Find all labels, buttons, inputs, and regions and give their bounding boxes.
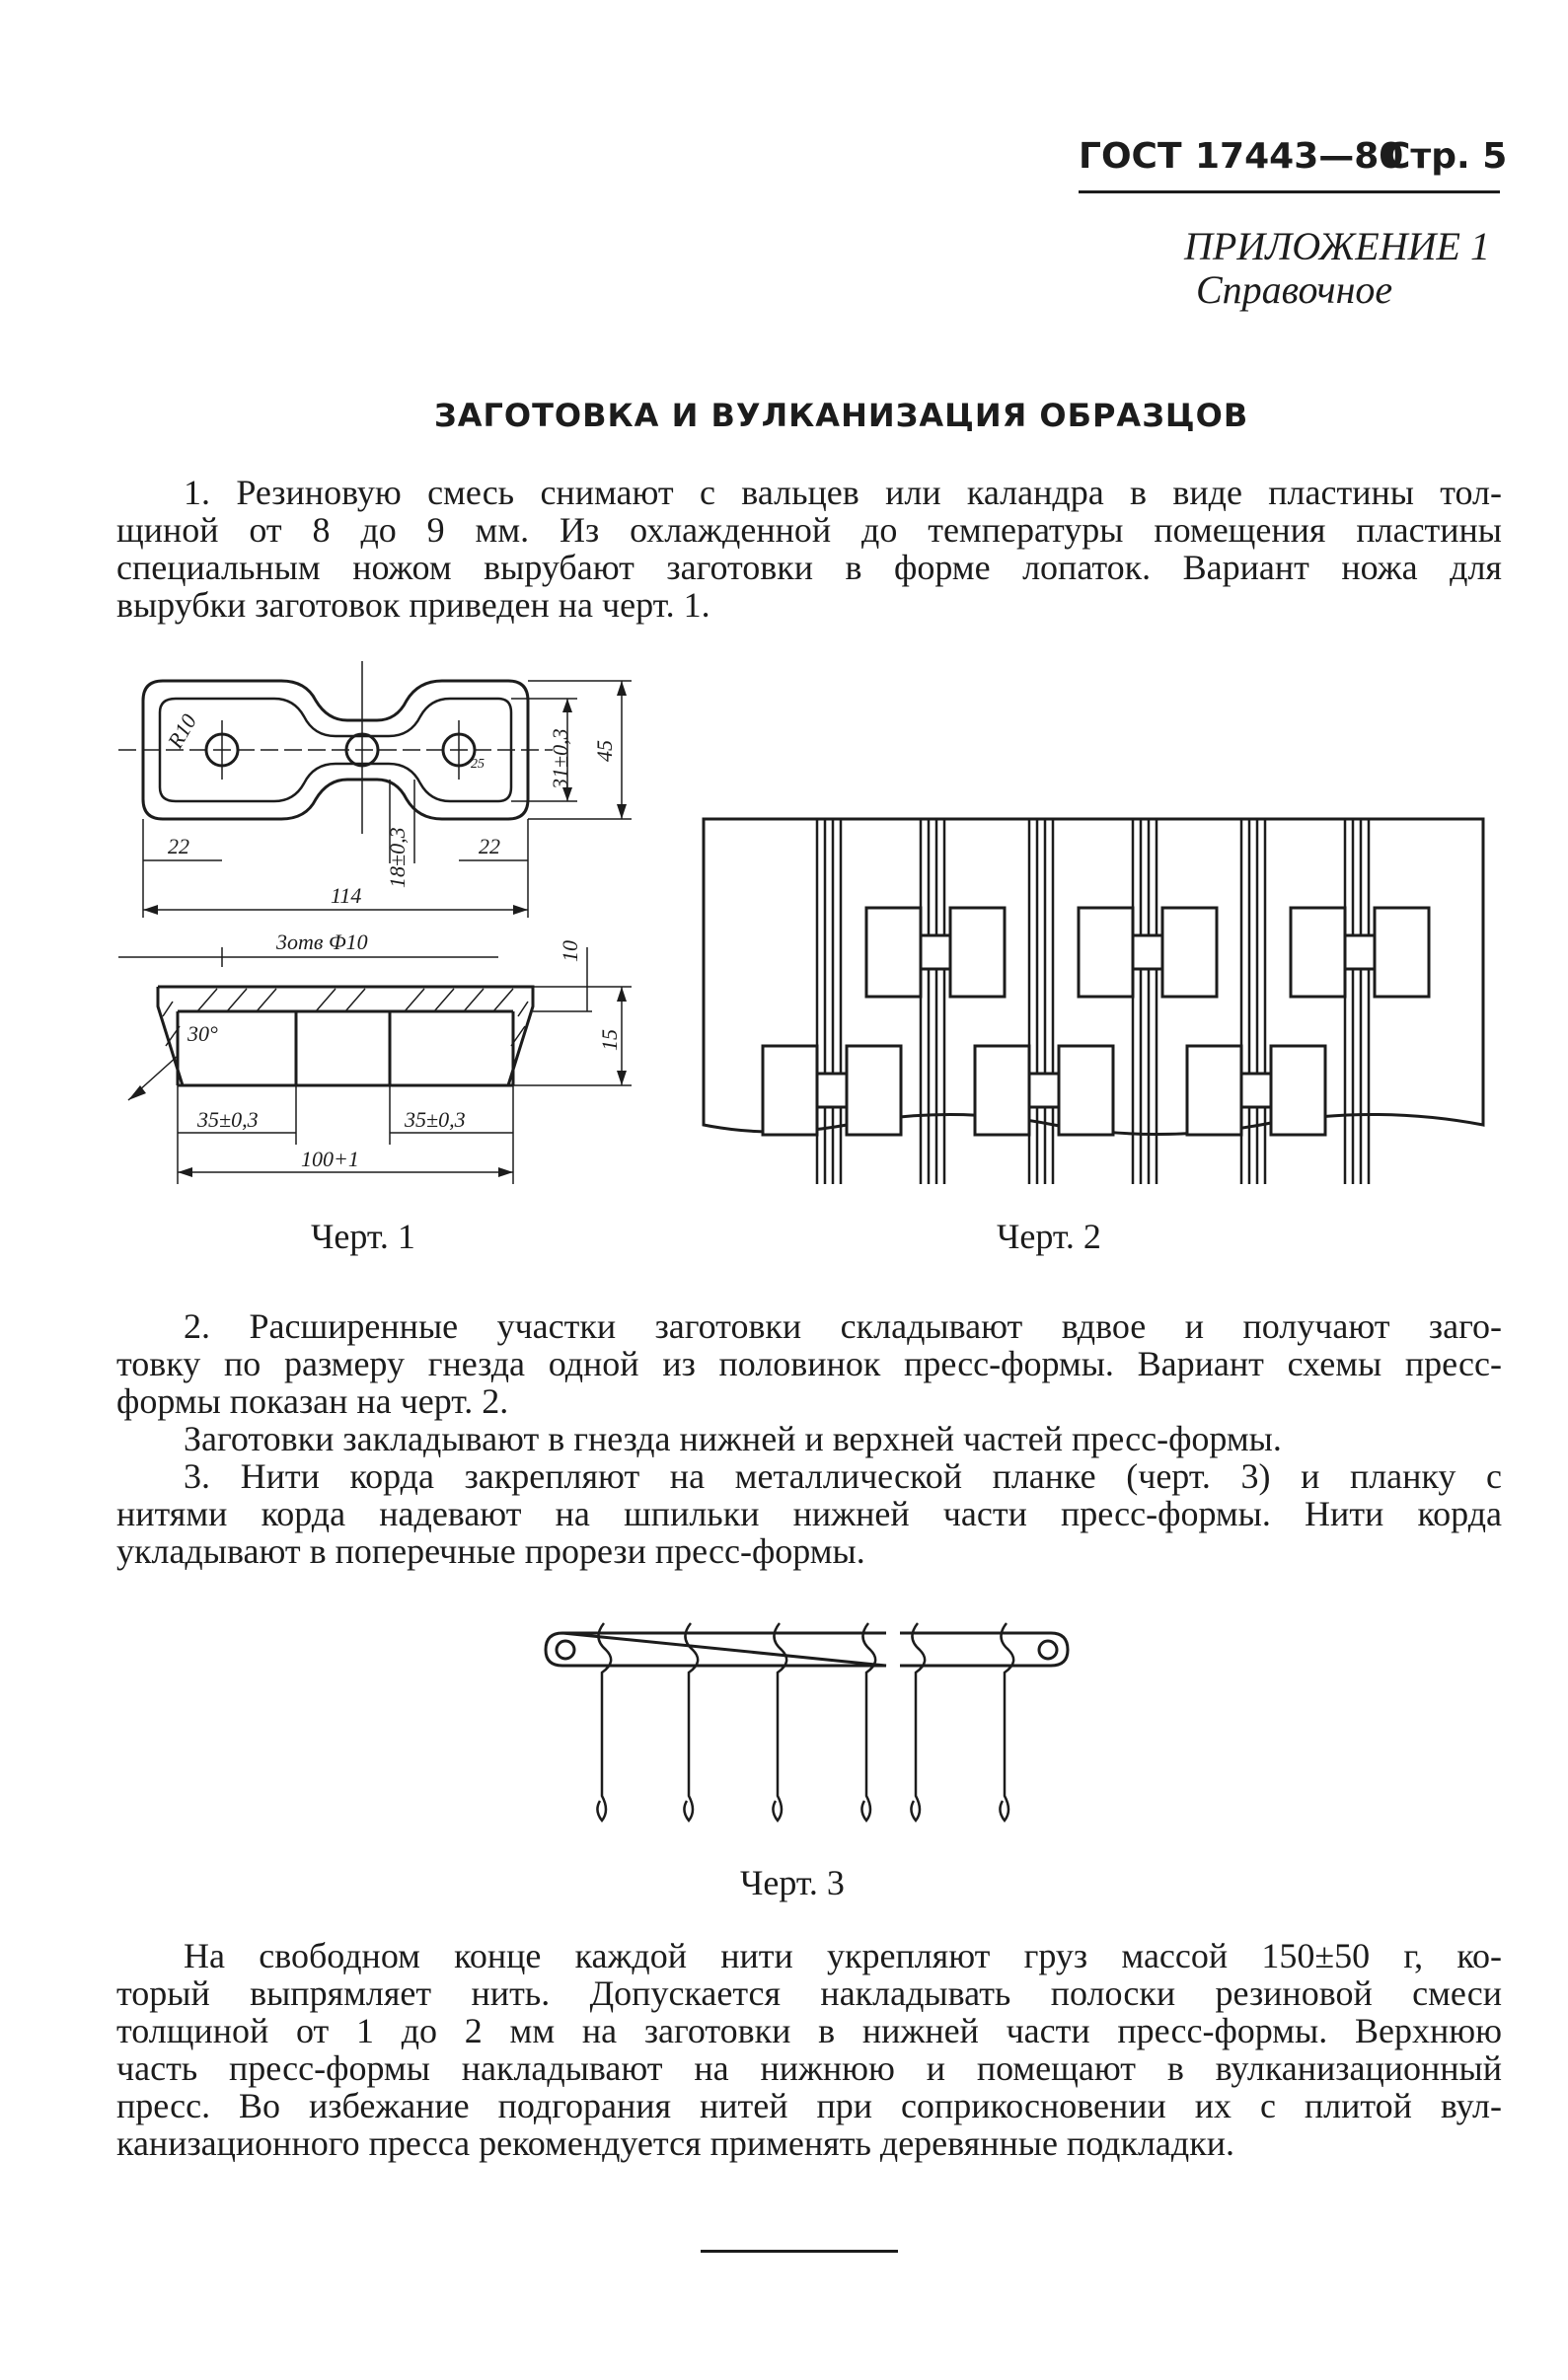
dim-100: 100+1 xyxy=(301,1147,359,1171)
dim-45: 45 xyxy=(592,740,617,762)
figure-1-caption: Черт. 1 xyxy=(311,1217,415,1256)
text-line: товку по размеру гнезда одной из половинок пресс-формы. Вариант схемы пресс- xyxy=(116,1344,1502,1383)
cavity xyxy=(950,908,1005,997)
cavity-bridge xyxy=(817,1074,847,1107)
cavity-bridge xyxy=(1345,935,1375,969)
section-title: ЗАГОТОВКА И ВУЛКАНИЗАЦИЯ ОБРАЗЦОВ xyxy=(434,397,1249,434)
metal-bar xyxy=(546,1633,1068,1666)
channel-group xyxy=(1029,819,1053,1184)
text-line: нитями корда надевают на шпильки нижней части пресс-формы. Нити корда xyxy=(116,1494,1502,1533)
text-line: вырубки заготовок приведен на черт. 1. xyxy=(116,585,710,625)
paragraph-1 xyxy=(116,474,1502,624)
text-line: торый выпрямляет нить. Допускается накладывать полоски резиновой смеси xyxy=(116,1973,1502,2013)
footer-rule xyxy=(701,2250,898,2253)
dim-114: 114 xyxy=(331,883,362,908)
dim-r10: R10 xyxy=(162,709,202,753)
cavity xyxy=(866,908,921,997)
figure-2-press-mold-scheme xyxy=(699,809,1488,1204)
text-line: специальным ножом вырубают заготовки в форме лопаток. Вариант ножа для xyxy=(116,548,1502,587)
text-line: 3. Нити корда закрепляют на металлической планке (черт. 3) и планку с xyxy=(184,1456,1502,1496)
paragraph-5 xyxy=(116,1937,1502,2162)
channel-group xyxy=(1345,819,1369,1184)
text-line: пресс. Во избежание подгорания нитей при соприкосновении их с плитой вул- xyxy=(116,2086,1502,2125)
dim-22-right: 22 xyxy=(479,834,500,858)
appendix-type: Справочное xyxy=(1196,267,1393,312)
cavity-bridge xyxy=(1029,1074,1059,1107)
standard-label: ГОСТ xyxy=(1079,136,1182,177)
cord-threads xyxy=(597,1623,1013,1821)
bar-hole-right xyxy=(1039,1641,1057,1659)
text-line: канизационного пресса рекомендуется применять деревянные подкладки. xyxy=(116,2123,1234,2163)
text-line: часть пресс-формы накладывают на нижнюю и помещают в вулканизационный xyxy=(116,2048,1502,2088)
page-header xyxy=(1079,132,1508,191)
channel-group xyxy=(921,819,944,1184)
dim-35-left: 35±0,3 xyxy=(197,1107,259,1132)
dim-22-left: 22 xyxy=(168,834,189,858)
cavity xyxy=(1059,1046,1113,1135)
text-line: 1. Резиновую смесь снимают с вальцев или каландра в виде пластины тол- xyxy=(184,473,1502,512)
dim-18: 18±0,3 xyxy=(385,827,410,888)
cavity xyxy=(1271,1046,1325,1135)
cavity xyxy=(763,1046,817,1135)
dim-angle: 30° xyxy=(187,1021,218,1046)
text-line: укладывают в поперечные прорези пресс-формы. xyxy=(116,1531,865,1571)
text-line: На свободном конце каждой нити укрепляют груз массой 150±50 г, ко- xyxy=(184,1936,1502,1975)
cavity xyxy=(1079,908,1133,997)
dim-holes: 3отв Ф10 xyxy=(276,930,368,954)
cavity xyxy=(1375,908,1429,997)
cavity xyxy=(1187,1046,1241,1135)
text-line: щиной от 8 до 9 мм. Из охлажденной до температуры помещения пластины xyxy=(116,510,1502,550)
page-number: Стр. 5 xyxy=(1384,136,1508,177)
text-line: формы показан на черт. 2. xyxy=(116,1381,509,1421)
header-rule xyxy=(1079,190,1500,193)
cavity-bridge xyxy=(1241,1074,1271,1107)
cavity xyxy=(975,1046,1029,1135)
cavity-bridge xyxy=(921,935,950,969)
paragraph-2 xyxy=(116,1307,1502,1570)
cavity xyxy=(847,1046,901,1135)
dim-10: 10 xyxy=(558,940,582,962)
figure-3-caption: Черт. 3 xyxy=(740,1863,845,1902)
dim-25: 25 xyxy=(471,757,485,772)
channel-group xyxy=(1133,819,1157,1184)
text-line: толщиной от 1 до 2 мм на заготовки в нижней части пресс-формы. Верхнюю xyxy=(116,2011,1502,2050)
cavity xyxy=(1162,908,1217,997)
bar-hole-left xyxy=(557,1641,574,1659)
appendix-block xyxy=(1184,225,1505,312)
figure-1-knife-drawing xyxy=(118,651,691,1204)
figure-2-caption: Черт. 2 xyxy=(997,1217,1101,1256)
dim-15: 15 xyxy=(597,1029,622,1051)
cavity-bridge xyxy=(1133,935,1162,969)
text-line: Заготовки закладывают в гнезда нижней и верхней частей пресс-формы. xyxy=(184,1419,1282,1458)
channel-group xyxy=(1241,819,1265,1184)
text-line: 2. Расширенные участки заготовки складывают вдвое и получают заго- xyxy=(184,1306,1502,1346)
dim-35-right: 35±0,3 xyxy=(405,1107,466,1132)
cavity xyxy=(1291,908,1345,997)
figure-3-cord-bar xyxy=(533,1608,1085,1845)
appendix-label: ПРИЛОЖЕНИЕ 1 xyxy=(1184,224,1490,268)
dim-31: 31±0,3 xyxy=(548,728,572,789)
standard-number: 17443—80 xyxy=(1195,136,1404,177)
